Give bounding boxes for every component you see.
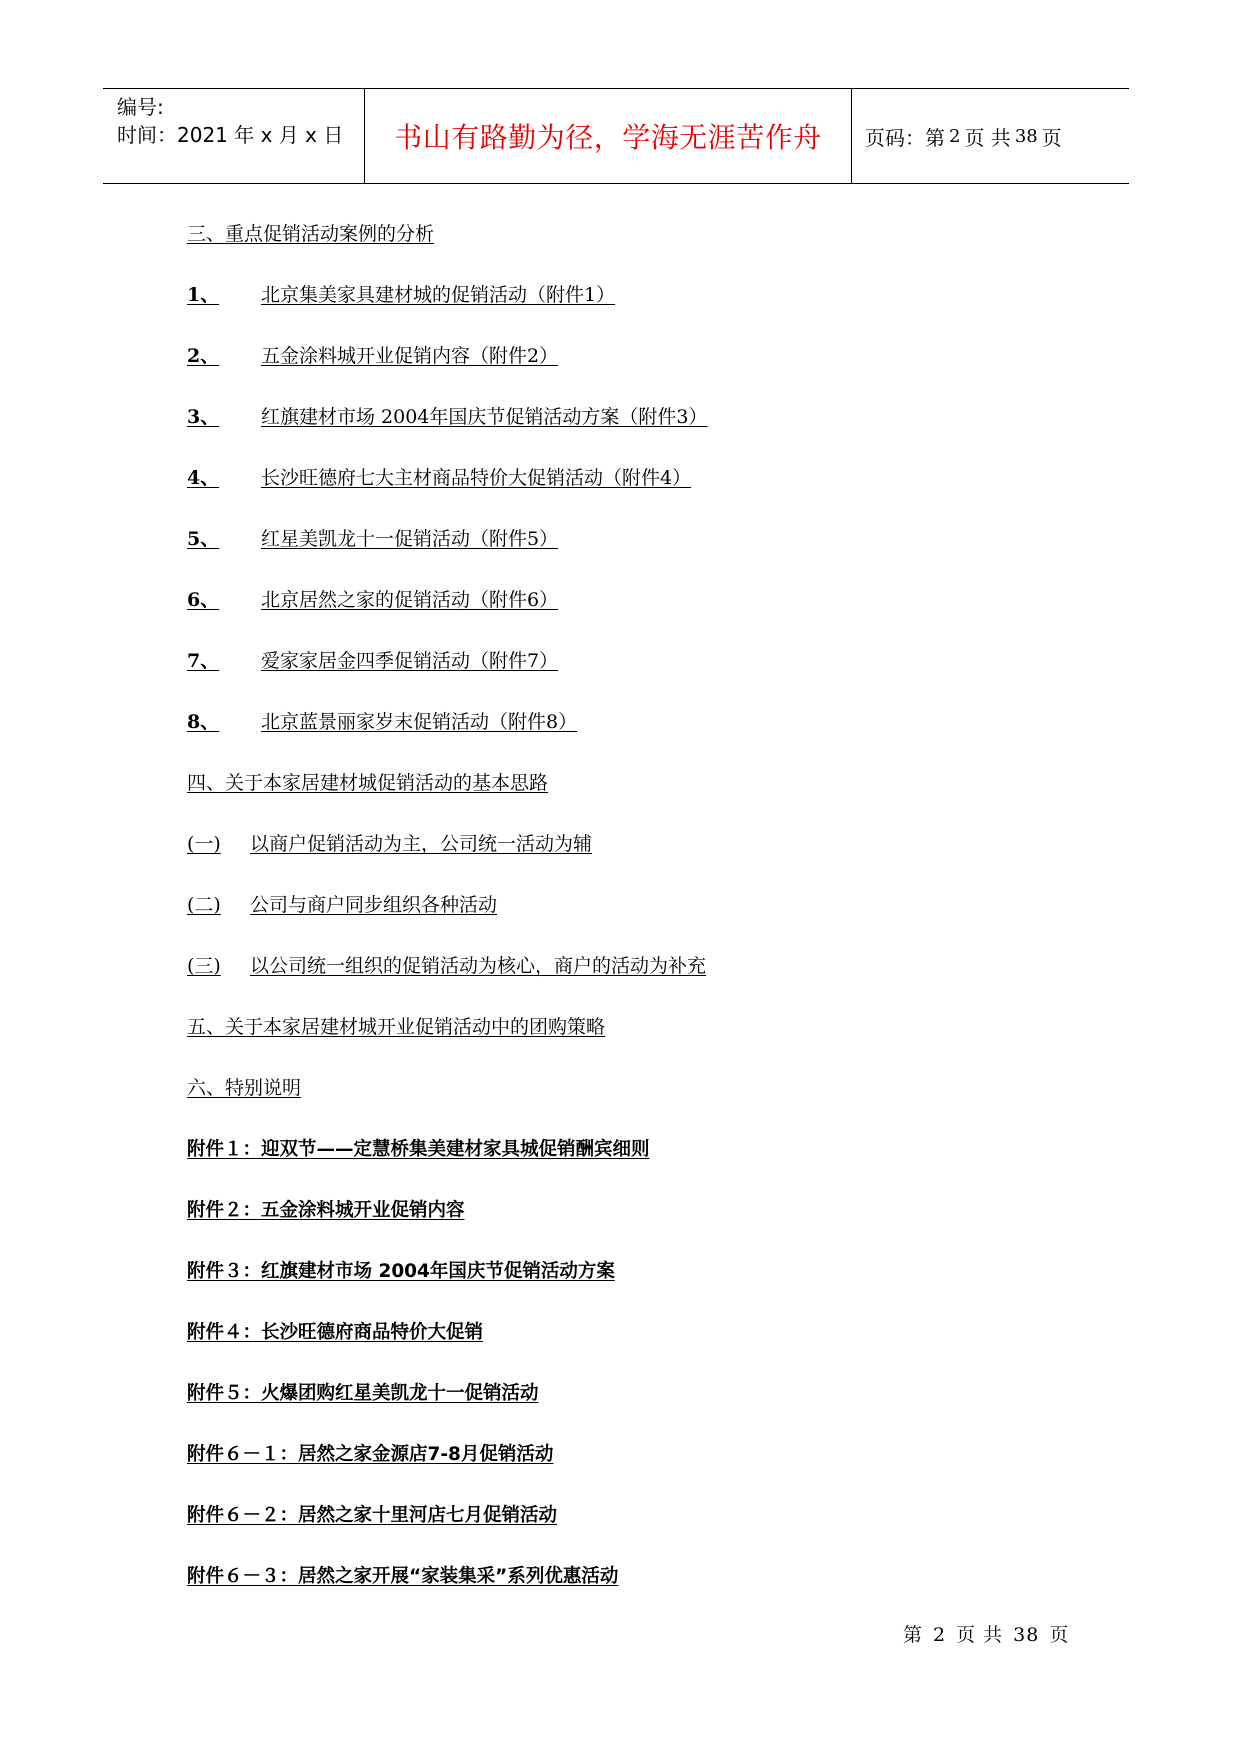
toc-link-case-2[interactable] <box>187 341 558 371</box>
toc-text: 附件６－３：居然之家开展“家装集采”系列优惠活动 <box>187 1566 619 1587</box>
footer-mid: 页 共 <box>956 1624 1004 1646</box>
header-divider <box>851 89 852 183</box>
toc-link-case-8[interactable] <box>187 707 577 737</box>
toc-text: 三、重点促销活动案例的分析 <box>187 223 435 245</box>
toc-text: 附件６－１：居然之家金源店7-8月促销活动 <box>187 1444 554 1465</box>
toc-link-attachment-5[interactable] <box>187 1378 539 1408</box>
toc-number: 6、 <box>187 589 220 611</box>
toc-link-attachment-2[interactable] <box>187 1195 465 1225</box>
toc-link-case-6[interactable] <box>187 585 558 615</box>
toc-link-attachment-1[interactable] <box>187 1134 650 1164</box>
toc-link-idea-1[interactable] <box>187 829 592 859</box>
toc-text: 爱家家居金四季促销活动（附件7） <box>261 650 559 672</box>
toc-link-case-1[interactable] <box>187 280 615 310</box>
footer-page-number: 2 <box>933 1624 947 1646</box>
footer-page-total: 38 <box>1013 1624 1040 1646</box>
toc-text: 北京居然之家的促销活动（附件6） <box>261 589 559 611</box>
toc-link-case-7[interactable] <box>187 646 558 676</box>
toc-link-attachment-3[interactable] <box>187 1256 615 1286</box>
toc-link-idea-2[interactable] <box>187 890 497 920</box>
toc-link-case-4[interactable] <box>187 463 691 493</box>
footer-suffix: 页 <box>1049 1624 1070 1646</box>
toc-link-attachment-6-3[interactable] <box>187 1561 618 1591</box>
toc-link-section3[interactable] <box>187 219 434 249</box>
toc-text: 附件２：五金涂料城开业促销内容 <box>187 1200 465 1221</box>
toc-link-idea-3[interactable] <box>187 951 706 981</box>
page-suffix: 页 <box>1041 125 1062 150</box>
toc-text: 附件５：火爆团购红星美凯龙十一促销活动 <box>187 1383 539 1404</box>
page-total: 38 <box>1014 125 1038 147</box>
toc-link-section4[interactable] <box>187 768 548 798</box>
toc-number: (二) <box>187 894 221 916</box>
toc-text: 五、关于本家居建材城开业促销活动中的团购策略 <box>187 1016 606 1038</box>
toc-text: 六、特别说明 <box>187 1077 302 1099</box>
toc-number: 8、 <box>187 711 220 733</box>
page-number: 2 <box>949 125 961 147</box>
toc-link-case-3[interactable] <box>187 402 707 432</box>
toc-number: 2、 <box>187 345 220 367</box>
toc-text: 附件１：迎双节——定慧桥集美建材家具城促销酬宾细则 <box>187 1139 650 1160</box>
page-mid: 页 共 <box>964 125 1011 150</box>
toc-number: (一) <box>187 833 221 855</box>
toc-number: 4、 <box>187 467 220 489</box>
toc-number: 3、 <box>187 406 220 428</box>
toc-link-attachment-6-1[interactable] <box>187 1439 553 1469</box>
toc-text: 红星美凯龙十一促销活动（附件5） <box>261 528 559 550</box>
toc-text: 四、关于本家居建材城促销活动的基本思路 <box>187 772 549 794</box>
header-meta <box>117 93 343 149</box>
toc-text: 五金涂料城开业促销内容（附件2） <box>261 345 559 367</box>
time-label: 时间：2021 年 x 月 x 日 <box>117 123 344 147</box>
toc-number: 1、 <box>187 284 220 306</box>
toc-text: 以公司统一组织的促销活动为核心，商户的活动为补充 <box>250 955 707 977</box>
toc-text: 附件４：长沙旺德府商品特价大促销 <box>187 1322 484 1343</box>
header-page-info <box>865 89 1062 183</box>
toc-text: 附件３：红旗建材市场 2004年国庆节促销活动方案 <box>187 1261 615 1282</box>
toc-link-section5[interactable] <box>187 1012 605 1042</box>
toc-text: 红旗建材市场 2004年国庆节促销活动方案（附件3） <box>261 406 708 428</box>
footer-prefix: 第 <box>903 1624 924 1646</box>
serial-label: 编号: <box>117 95 164 119</box>
toc-number: 7、 <box>187 650 220 672</box>
toc-link-section6[interactable] <box>187 1073 301 1103</box>
toc-text: 附件６－２：居然之家十里河店七月促销活动 <box>187 1505 558 1526</box>
header-motto: 书山有路勤为径，学海无涯苦作舟 <box>394 121 822 154</box>
toc-text: 北京蓝景丽家岁末促销活动（附件8） <box>261 711 578 733</box>
toc-text: 公司与商户同步组织各种活动 <box>250 894 498 916</box>
toc-link-attachment-4[interactable] <box>187 1317 483 1347</box>
toc-link-case-5[interactable] <box>187 524 558 554</box>
page-footer <box>898 1620 1074 1647</box>
toc-text: 北京集美家具建材城的促销活动（附件1） <box>261 284 616 306</box>
toc-number: 5、 <box>187 528 220 550</box>
toc-text: 长沙旺德府七大主材商品特价大促销活动（附件4） <box>261 467 692 489</box>
page-prefix: 页码：第 <box>865 125 945 150</box>
toc-number: (三) <box>187 955 221 977</box>
page-header <box>103 88 1129 184</box>
toc-link-attachment-6-2[interactable] <box>187 1500 557 1530</box>
toc-text: 以商户促销活动为主，公司统一活动为辅 <box>250 833 593 855</box>
